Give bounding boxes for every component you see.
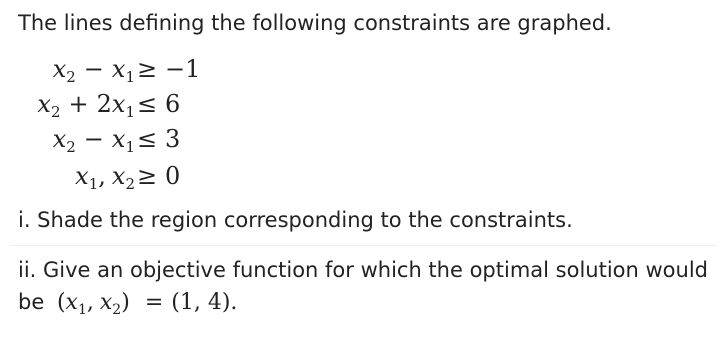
constraint-rhs: −1: [165, 55, 201, 83]
constraint-row: [0, 87, 260, 121]
optimal-point-math: ($x_1$, $x_2) = (1$, 4).: [56, 290, 238, 318]
constraint-relation: ≥: [137, 55, 158, 83]
question-ii-prefix: be: [18, 290, 45, 314]
constraint-row: [0, 122, 260, 156]
constraint-lhs: $x_2 - x_1$: [52, 125, 135, 156]
divider: [10, 245, 716, 246]
constraint-relation: ≤: [137, 90, 158, 118]
constraint-row: [0, 159, 260, 193]
question-ii-line2: [18, 287, 237, 320]
intro-text: The lines defining the following constraints are graphed.: [18, 11, 612, 35]
constraint-row: [0, 52, 260, 86]
constraint-rhs: 3: [165, 125, 181, 153]
question-i: i. Shade the region corresponding to the constraints.: [18, 208, 573, 232]
constraint-lhs: $x_1$, $x_2$: [75, 162, 135, 193]
question-ii-line1: ii. Give an objective function for which the optimal solution would: [18, 258, 708, 282]
constraint-lhs: $x_2 + 2x_1$: [37, 90, 135, 121]
constraint-lhs: $x_2 - x_1$: [52, 55, 135, 86]
constraint-relation: ≤: [137, 125, 158, 153]
constraint-rhs: 0: [165, 162, 181, 190]
constraint-relation: ≥: [137, 162, 158, 190]
constraint-rhs: 6: [165, 90, 181, 118]
